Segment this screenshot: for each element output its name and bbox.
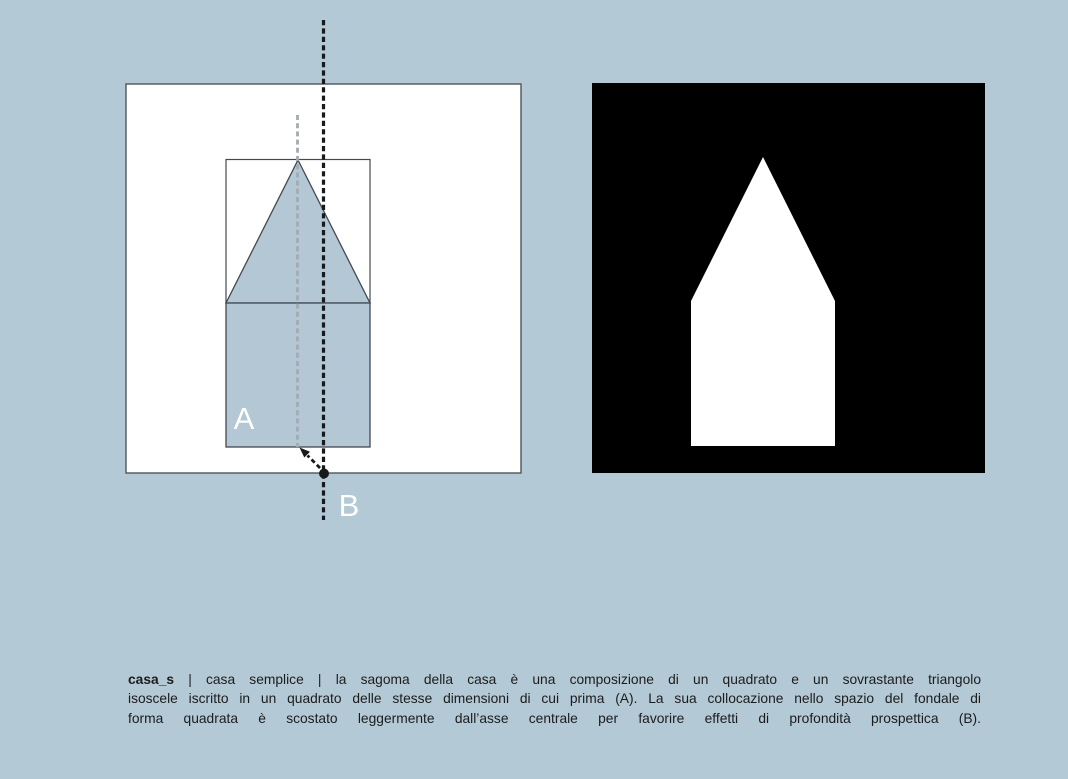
panel-a xyxy=(126,20,521,523)
caption xyxy=(128,670,981,728)
label-b: B xyxy=(338,488,360,523)
axis-origin-dot xyxy=(319,469,329,479)
label-a: A xyxy=(233,401,255,436)
caption-term: casa_s xyxy=(128,672,175,687)
caption-line-3: forma quadrata è scostato leggermente dall’asse centrale per favorire effetti di profondità prospettica (B). xyxy=(128,710,981,726)
panel-b xyxy=(592,83,985,473)
caption-line-1 xyxy=(128,670,981,689)
caption-line-2: isoscele iscritto in un quadrato delle stesse dimensioni di cui prima (A). La sua collocazione nello spazio del fondale di xyxy=(128,691,981,707)
caption-line-1-text: | casa semplice | la sagoma della casa è una composizione di un quadrato e un sovrastante triangolo xyxy=(174,672,981,687)
